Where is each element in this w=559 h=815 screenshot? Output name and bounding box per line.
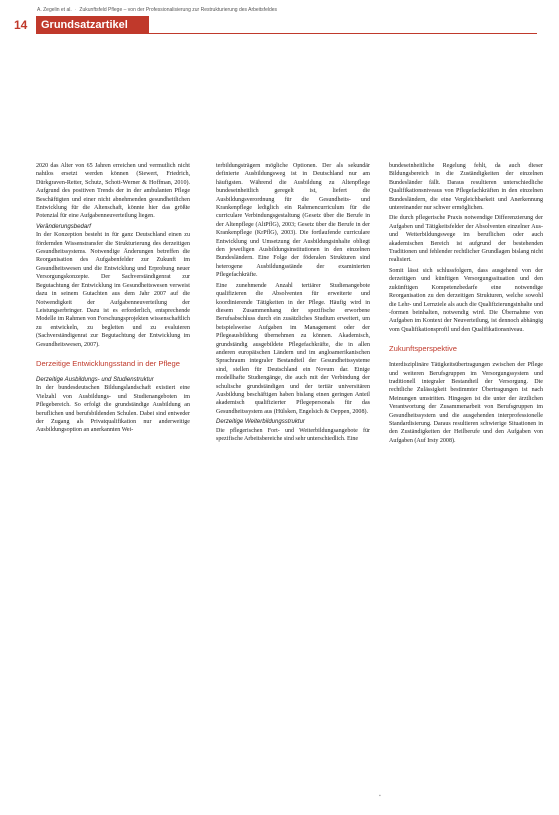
section-heading: Derzeitige Entwicklungsstand in der Pflege (36, 358, 180, 368)
footer-mark: ▪ (379, 794, 381, 799)
paragraph: In der bundesdeutschen Bildungslandschaft existiert eine Vielzahl von Ausbildungs- und Studienangeboten im Pflegebereich. So erfolgt die grundständige Ausbildung an beruflichen und berufsbildenden Schulen. Dabei sind entweder der Zugang als Privatqualifikation nur anderweitige Ausbildungsoption an anerkannten Wei- (36, 385, 190, 434)
header-rule (149, 33, 537, 34)
paragraph: Somit lässt sich schlussfolgern, dass ausgehend von der derzeitigen und künftigen Versorgungssituation und den zukünftigen Kompetenzbedarfe eine notwendige Reorganisation zu den derzeitigen Strukturen, welche sowohl die Lehr- und Lernziele als auch die Qualifizierungsinhalte und -formen beinhalten, notwendig wird. Die Übernahme von Aufgaben im Kontext der Neuverteilung, ist dennoch abhängig vom Qualifikationsprofil und den Qualifikationsniveau. (389, 267, 543, 333)
paragraph: bundeseinheitliche Regelung fehlt, da auch dieser Bildungsbereich in die Zuständigkeiten der einzelnen Bundesländer fällt. Daraus resultieren unterschiedliche Qualifikationsniveaus von Pflegefachkräften in den einzelnen Bundesländern, die eine Vergleichbarkeit und Anerkennung untereinander nur schwer ermöglichen. (389, 163, 543, 212)
subheading: Veränderungsbedarf (36, 223, 91, 230)
page-header (14, 16, 149, 34)
paragraph: terbildungsträgern mögliche Optionen. Der als sekundär definierte Ausbildungsweg ist in Deutschland nur am häufigsten. Während die Ausbildung zu Altenpflege bundeseinheitlich geregelt ist, liefert die Ausbildungsverordnung für die Gesundheits- und Krankenpflege lediglich ein Rahmencurriculum für die curriculare Verbindungsgestaltung (Gesetz über die Berufe in der Altenpflege (AltPflG), 2003; Gesetz über die Berufe in der Krankenpflege (KrPflG), 2003). Die fortlaufende curriculare Entwicklung und Umsetzung der Ausbildungsinhalte obliegt den jeweiligen Ausbildungsinstitutionen in den einzelnen Bundesländern. Eine Folge der föderalen Strukturen sind heterogene Ausbildungsstände der examinierten Pflegefachkräfte. (216, 163, 370, 279)
paragraph: Die pflegerischen Fort- und Weiterbildungsangebote für spezifische Arbeitsbereiche sind sehr unterschiedlich. Eine (216, 427, 370, 442)
section-heading: Zukunftsperspektive (389, 344, 457, 354)
paragraph: Interdisziplinäre Tätigkeitsübertragungen zwischen der Pflege und weiteren Berufsgruppen im Versorgungssystem und traditionell integraler Bestandteil der Versorgung. Die rechtliche Zulässigkeit bestimmter Übertragungen ist nach Meinungen umstritten. Hingegen ist die unter der ärztlichen Verantwortung der Zusammenarbeit von Berufsgruppen im Gesundheitssystem und die ausgehenden interprofessionelle Standardisierung. Daraus resultieren schwierige Situationen in den Zuständigkeiten der Heilberufe und den Aufgaben von Aufgaben (Auf Irsty 2008). (389, 362, 543, 444)
text-column-3 (389, 162, 543, 447)
section-tag: Grundsatzartikel (36, 16, 149, 34)
subheading: Derzeitige Ausbildungs- und Studienstruktur (36, 376, 154, 383)
paragraph: Die durch pflegerische Praxis notwendige Differenzierung der Aufgaben und Tätigkeitsfelder der Absolventen einzelner Aus- und Weiterbildungswege im beruflichen oder auch akademischen Bereich ist aufgrund der bestehenden Traditionen und fehlender rechtlicher Grundlagen bislang nicht realisiert. (389, 215, 543, 264)
text-column-2 (216, 162, 370, 445)
paragraph: 2020 das Alter von 65 Jahren erreichen und vermutlich nicht nahtlos ersetzt werden können (Siewert, Friedrich, Dürkgraven-Retter, Schutz, Schott-Werner & Hoffman, 2010). Aufgrund des positiven Trends der in der ambulanten Pflege Beschäftigten und einer nicht abnehmenden gesundheitlichen Entwicklung für die Altenschaft, könnte hier das größte Potenzial für eine Aufgabenneuverteilung liegen. (36, 163, 190, 220)
running-head-authors: A. Zegelin et al. (37, 7, 72, 13)
running-head-title: Zukunftsfeld Pflege – von der Professionalisierung zur Restrukturierung des Arbeitsfeldes (79, 7, 278, 13)
running-head: A. Zegelin et al. · Zukunftsfeld Pflege – von der Professionalisierung zur Restrukturierung des Arbeitsfeldes (37, 7, 278, 13)
paragraph: In der Konzeption besteht in für ganz Deutschland einen zu fördernden Wissenstransfer die Strukturierung des derzeitigen Gesundheitssystems. Notwendige Änderungen betreffen die Reorganisation des Aufgabenfelder zur Zukunft im Gesundheitswesen und die Entwicklung und Erprobung neuer Versorgungskonzepte. Der Sachverständigenrat zur Begutachtung der Entwicklung im Gesundheitswesen verweist dazu in seinem Gutachten aus dem Jahr 2007 auf die Notwendigkeit der Aufgabenneuverteilung der Leistungserbringer. Dazu ist es erforderlich, entsprechende Modelle im Rahmen von Forschungsprojekten wissenschaftlich zu entwickeln, zu begleiten und zu evaluieren (Sachverständigenrat zur Begutachtung der Entwicklung im Gesundheitswesen, 2007). (36, 232, 191, 348)
paragraph: Eine zunehmende Anzahl tertiärer Studienangebote qualifizieren die Absolventen für erweiterte und koordinierende Tätigkeiten in der Pflege. Häufig wird in diesem Zusammenhang der spezifische erworbene Berufsabschluss durch ein zusätzliches Studium erweitert, um beispielsweise Aufgaben im Management oder der Pflegeausbildung übernehmen zu können. Akademisch, grundständig ausgebildete Pflegefachkräfte, die in allen anderen europäischen Ländern und im angloamerikanischen Sprachraum integraler Bestandteil der Gesundheitssysteme sind, stellen für Deutschland ein Novum dar. Einige modellhafte Studiengänge, die auch mit der Verbindung der schulische grundständigen und der tertiär universitären Ausbildung beschäftigen haben bislang einen geringen Anteil akademisch qualifizierter Pflegepersonals für das Gesundheitssystem aus (Hülsken, Engelsich & Oeppen, 2008). (216, 282, 370, 415)
page-number: 14 (14, 18, 28, 32)
text-column-1 (36, 162, 190, 437)
subheading: Derzeitige Weiterbildungsstruktur (216, 419, 305, 426)
